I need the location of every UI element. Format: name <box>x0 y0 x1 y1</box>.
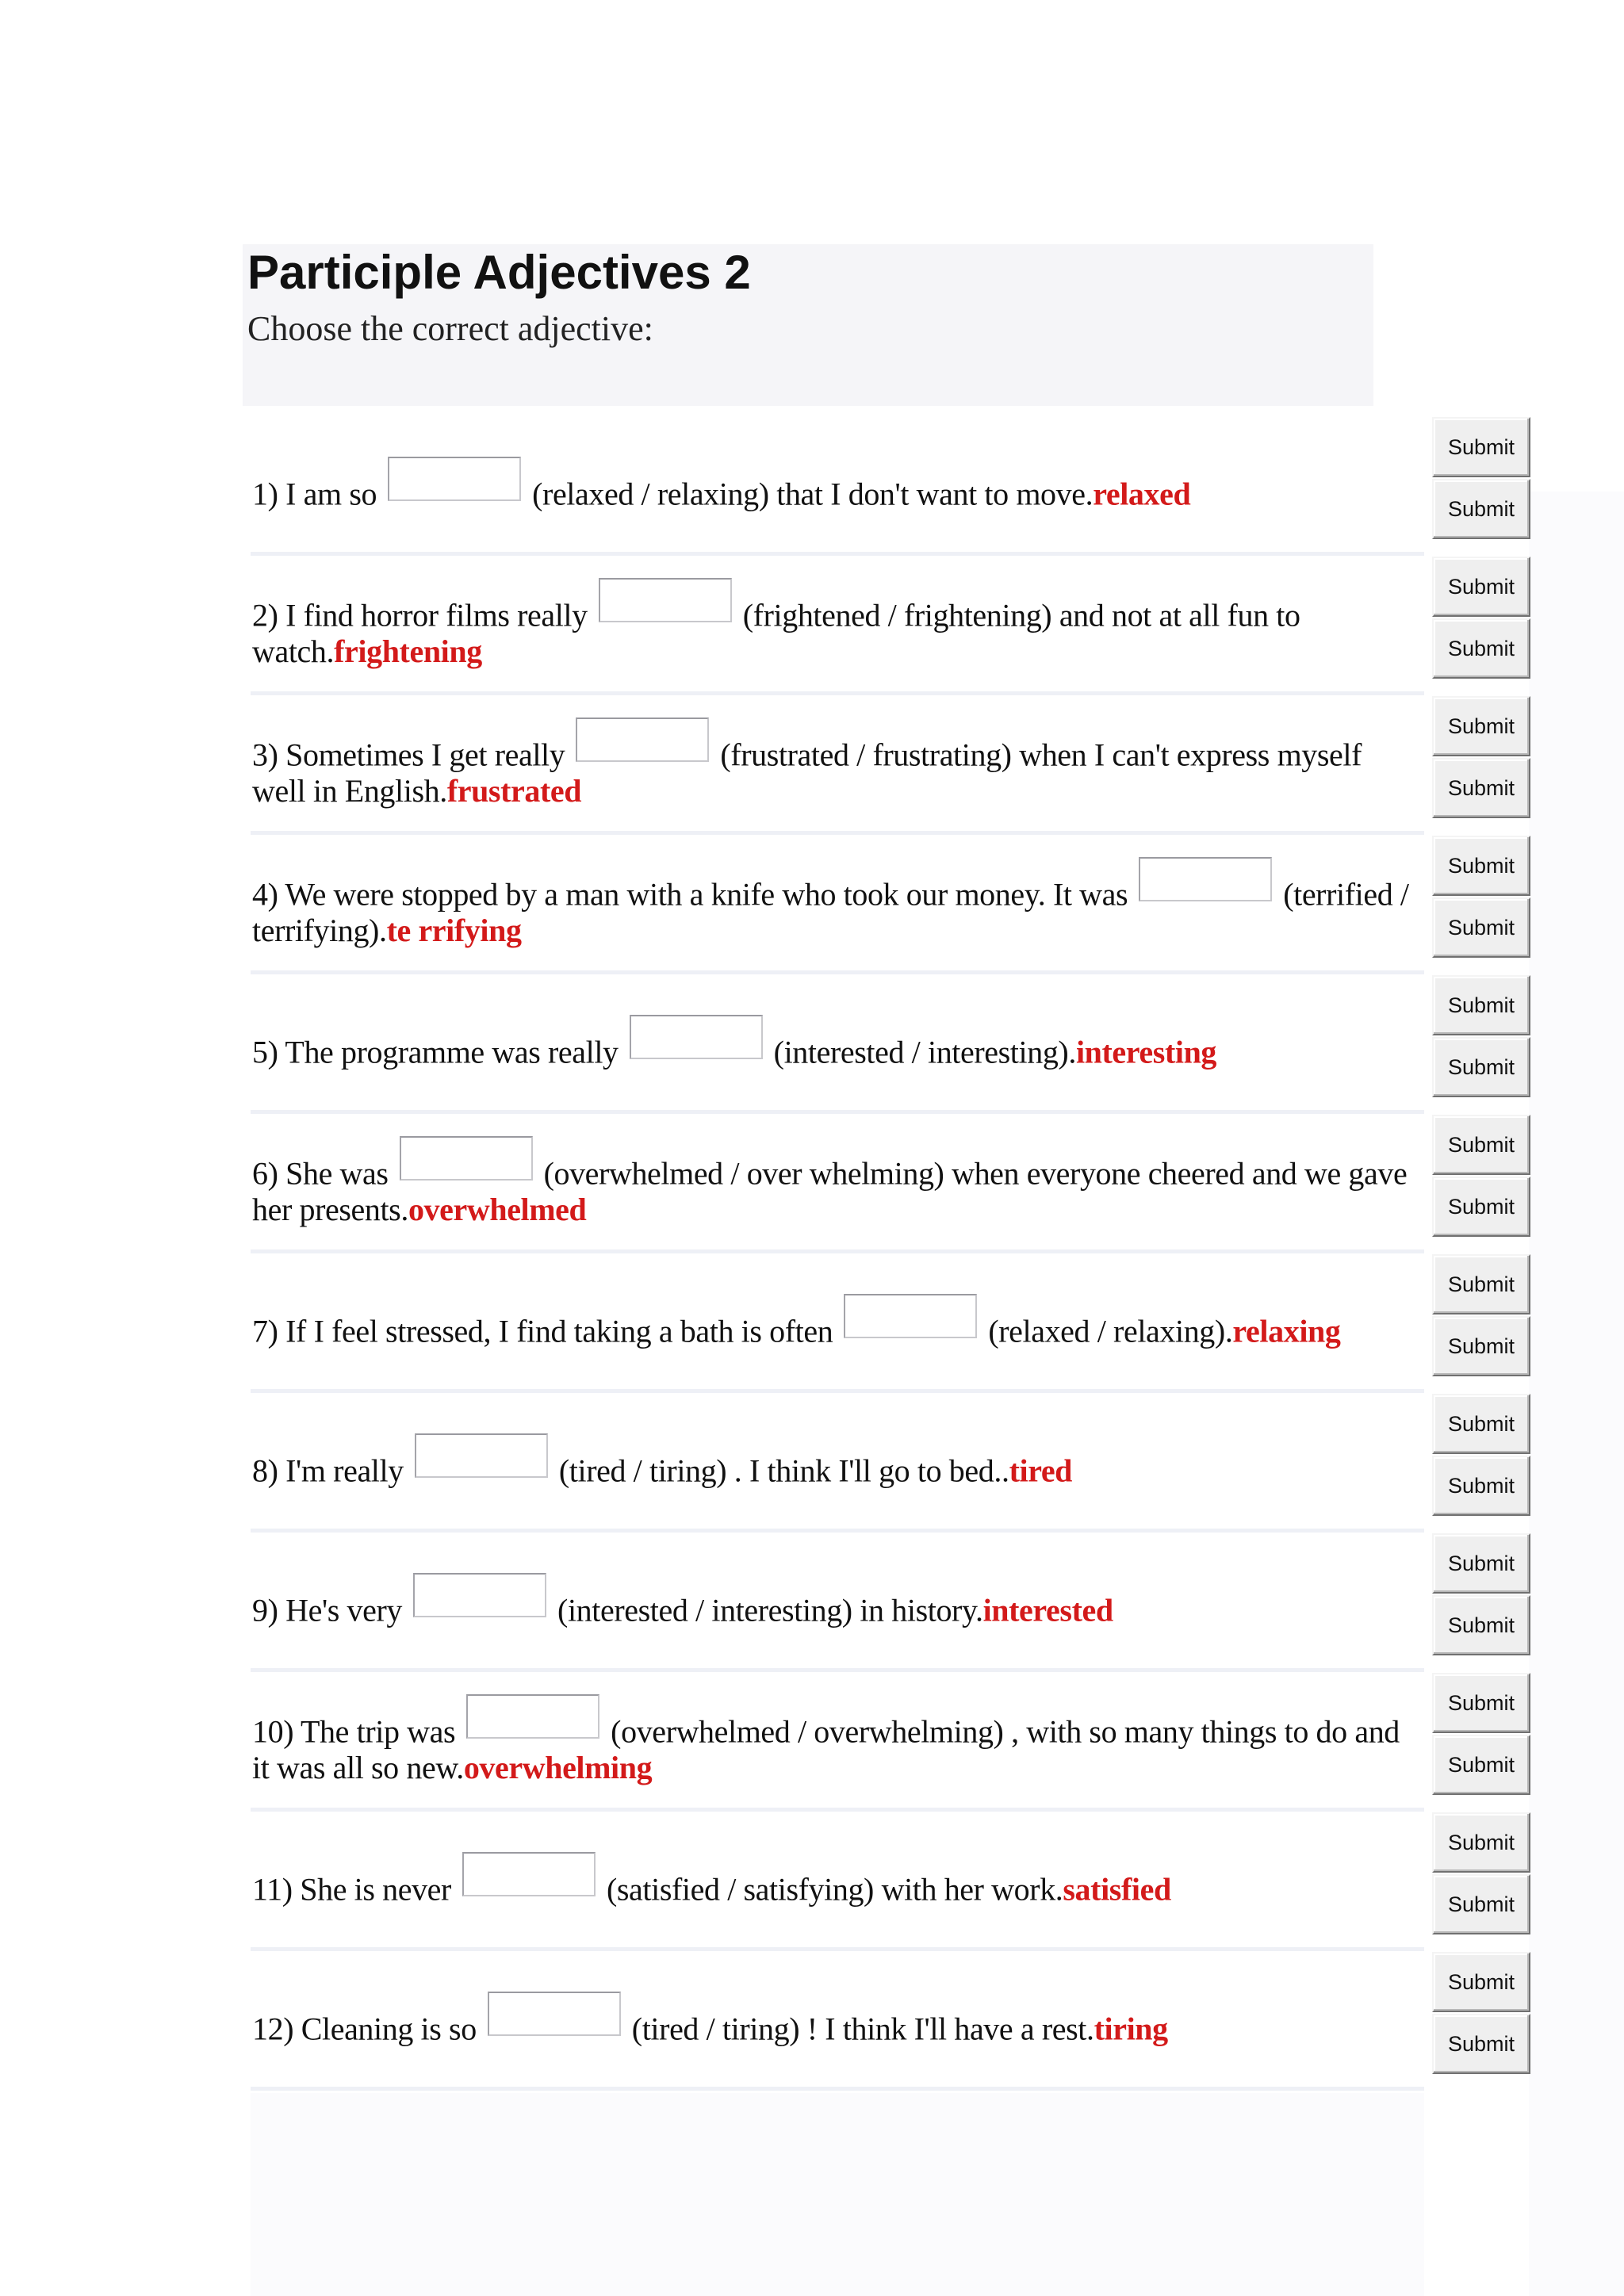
question-text-area <box>252 1812 1418 1947</box>
question-row <box>251 1115 1424 1253</box>
question-text-area <box>252 1254 1418 1389</box>
question-text-area <box>252 975 1418 1110</box>
question-number: 7) <box>252 1313 278 1349</box>
question-row <box>251 417 1424 556</box>
answer-input[interactable] <box>630 1015 763 1059</box>
question-number: 4) <box>252 876 278 913</box>
submit-button-secondary[interactable]: Submit <box>1432 1456 1530 1516</box>
submit-button-secondary[interactable]: Submit <box>1432 1874 1530 1934</box>
question-sentence <box>252 578 1418 671</box>
correct-answer: tired <box>1009 1452 1073 1489</box>
correct-answer: frustrated <box>446 773 582 809</box>
question-text-after: when everyone cheered and we gave her presents. <box>252 1155 1408 1228</box>
submit-button-secondary[interactable]: Submit <box>1432 1177 1530 1237</box>
answer-options: (overwhelmed / overwhelming) <box>611 1713 1004 1750</box>
question-text-area <box>252 417 1418 552</box>
question-sentence <box>252 718 1418 810</box>
question-text-before: She is never <box>300 1871 451 1908</box>
submit-button[interactable]: Submit <box>1432 975 1530 1035</box>
answer-options: (frustrated / frustrating) <box>720 737 1012 773</box>
correct-answer: tiring <box>1094 2011 1168 2047</box>
answer-options: (relaxed / relaxing) <box>532 476 769 512</box>
answer-options: (interested / interesting). <box>773 1034 1076 1070</box>
question-text-after: ! I think I'll have a rest. <box>806 2011 1094 2047</box>
answer-options: (relaxed / relaxing). <box>988 1313 1233 1349</box>
question-row <box>251 836 1424 974</box>
submit-button[interactable]: Submit <box>1432 417 1530 477</box>
submit-button-secondary[interactable]: Submit <box>1432 1735 1530 1795</box>
question-text-after: , with so many things to do and it was all so new. <box>252 1713 1400 1786</box>
submit-button[interactable]: Submit <box>1432 1254 1530 1314</box>
answer-input[interactable] <box>576 718 709 762</box>
submit-button[interactable]: Submit <box>1432 1115 1530 1175</box>
bottom-background-panel <box>251 2093 1424 2296</box>
submit-button[interactable]: Submit <box>1432 1533 1530 1594</box>
question-text-before: He's very <box>285 1592 403 1628</box>
submit-button-secondary[interactable]: Submit <box>1432 1037 1530 1097</box>
question-sentence <box>252 1433 1072 1490</box>
correct-answer: te rrifying <box>386 913 522 949</box>
answer-options: (satisfied / satisfying) <box>606 1871 874 1908</box>
answer-input[interactable] <box>415 1433 548 1478</box>
question-text-area <box>252 836 1418 970</box>
question-number: 6) <box>252 1155 278 1192</box>
question-number: 11) <box>252 1871 293 1908</box>
question-text-after: that I don't want to move. <box>776 476 1094 512</box>
answer-input[interactable] <box>1139 857 1272 901</box>
question-text-after: in history. <box>860 1592 983 1628</box>
question-text-area <box>252 1533 1418 1668</box>
correct-answer: frightening <box>334 633 482 670</box>
answer-input[interactable] <box>400 1136 533 1181</box>
page-title: Participle Adjectives 2 <box>247 246 751 299</box>
question-number: 10) <box>252 1713 294 1750</box>
question-row <box>251 696 1424 835</box>
answer-input[interactable] <box>413 1573 546 1617</box>
question-text-after: when I can't express myself well in English. <box>252 737 1362 809</box>
answer-options: (overwhelmed / over whelming) <box>543 1155 944 1192</box>
question-text-area <box>252 1673 1418 1808</box>
question-sentence <box>252 1136 1418 1229</box>
submit-button-secondary[interactable]: Submit <box>1432 2014 1530 2074</box>
submit-button-secondary[interactable]: Submit <box>1432 479 1530 539</box>
correct-answer: overwhelming <box>463 1750 653 1786</box>
question-text-after: with her work. <box>881 1871 1063 1908</box>
question-text-before: She was <box>285 1155 389 1192</box>
question-sentence <box>252 457 1190 513</box>
question-text-before: The trip was <box>301 1713 456 1750</box>
correct-answer: satisfied <box>1063 1871 1171 1908</box>
question-text-before: We were stopped by a man with a knife who took our money. It was <box>285 876 1128 913</box>
submit-button-secondary[interactable]: Submit <box>1432 897 1530 958</box>
submit-button-secondary[interactable]: Submit <box>1432 618 1530 679</box>
submit-button[interactable]: Submit <box>1432 836 1530 896</box>
question-number: 2) <box>252 597 278 633</box>
question-number: 9) <box>252 1592 278 1628</box>
answer-input[interactable] <box>462 1852 596 1896</box>
question-text-area <box>252 1394 1418 1529</box>
question-sentence <box>252 1015 1216 1071</box>
question-text-area <box>252 557 1418 691</box>
question-row <box>251 975 1424 1114</box>
question-row <box>251 557 1424 695</box>
question-number: 1) <box>252 476 278 512</box>
question-text-before: If I feel stressed, I find taking a bath is often <box>285 1313 833 1349</box>
submit-button[interactable]: Submit <box>1432 696 1530 756</box>
question-text-before: I am so <box>285 476 377 512</box>
answer-options: (interested / interesting) <box>557 1592 852 1628</box>
question-row <box>251 1254 1424 1393</box>
answer-input[interactable] <box>599 578 732 622</box>
question-sentence <box>252 1852 1171 1908</box>
question-number: 3) <box>252 737 278 773</box>
answer-options: (frightened / frightening) <box>742 597 1052 633</box>
question-text-area <box>252 696 1418 831</box>
answer-options: (terrified / terrifying). <box>252 876 1409 949</box>
question-text-before: Sometimes I get really <box>285 737 565 773</box>
question-row <box>251 1673 1424 1812</box>
question-text-after: and not at all fun to watch. <box>252 597 1300 670</box>
question-number: 12) <box>252 2011 294 2047</box>
question-sentence <box>252 1694 1418 1787</box>
correct-answer: interested <box>982 1592 1113 1628</box>
question-text-before: I find horror films really <box>285 597 588 633</box>
submit-button[interactable]: Submit <box>1432 1952 1530 2012</box>
question-text-area <box>252 1952 1418 2087</box>
question-row <box>251 1952 1424 2091</box>
question-number: 8) <box>252 1452 278 1489</box>
right-background-strip <box>1529 492 1624 2296</box>
correct-answer: relaxed <box>1093 476 1191 512</box>
question-sentence <box>252 857 1418 950</box>
question-text-before: Cleaning is so <box>301 2011 477 2047</box>
question-number: 5) <box>252 1034 278 1070</box>
exercise-header <box>243 244 1373 406</box>
question-sentence <box>252 1992 1168 2048</box>
submit-button[interactable]: Submit <box>1432 1394 1530 1454</box>
question-text-before: I'm really <box>285 1452 404 1489</box>
question-sentence <box>252 1294 1340 1350</box>
question-text-area <box>252 1115 1418 1249</box>
answer-input[interactable] <box>466 1694 599 1739</box>
correct-answer: interesting <box>1075 1034 1217 1070</box>
answer-input[interactable] <box>488 1992 621 2036</box>
answer-input[interactable] <box>388 457 521 501</box>
submit-button[interactable]: Submit <box>1432 1673 1530 1733</box>
question-row <box>251 1533 1424 1672</box>
answer-options: (tired / tiring) <box>631 2011 800 2047</box>
question-text-before: The programme was really <box>285 1034 619 1070</box>
submit-button[interactable]: Submit <box>1432 557 1530 617</box>
page-instructions: Choose the correct adjective: <box>247 309 653 348</box>
question-row <box>251 1394 1424 1533</box>
submit-button-secondary[interactable]: Submit <box>1432 758 1530 818</box>
submit-button-secondary[interactable]: Submit <box>1432 1316 1530 1376</box>
question-row <box>251 1812 1424 1951</box>
answer-input[interactable] <box>844 1294 977 1338</box>
question-sentence <box>252 1573 1113 1629</box>
submit-button-secondary[interactable]: Submit <box>1432 1595 1530 1655</box>
answer-options: (tired / tiring) <box>558 1452 727 1489</box>
correct-answer: overwhelmed <box>408 1192 587 1228</box>
question-text-after: . I think I'll go to bed.. <box>733 1452 1009 1489</box>
correct-answer: relaxing <box>1232 1313 1341 1349</box>
submit-button[interactable]: Submit <box>1432 1812 1530 1873</box>
